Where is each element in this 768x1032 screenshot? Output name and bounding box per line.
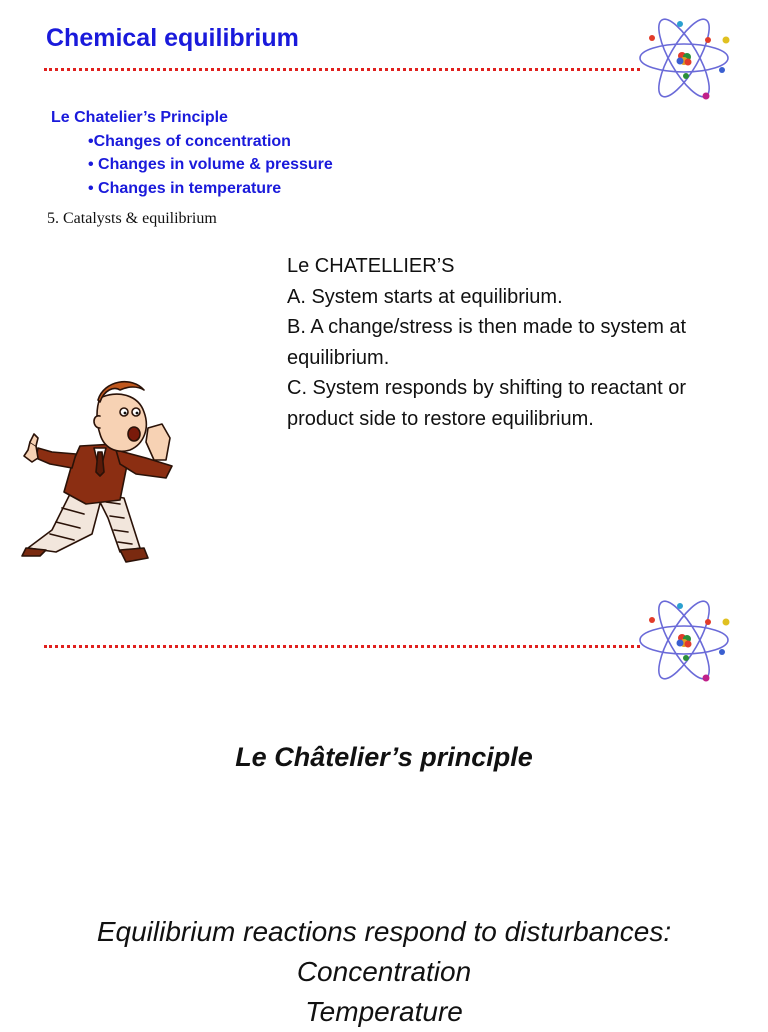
disturbance-concentration: Concentration — [296, 956, 472, 987]
principle-steps — [287, 251, 747, 435]
step-c: C. System responds by shifting to reactant or product side to restore equilibrium. — [287, 377, 687, 430]
disturbance-temperature: Temperature — [305, 996, 463, 1027]
shouting-man-illustration — [16, 368, 184, 572]
outline-item-temperature: • Changes in temperature — [88, 179, 282, 197]
step-a: A. System starts at equilibrium. — [287, 285, 563, 308]
outline-main-item: Le Chatelier’s Principle — [51, 109, 228, 126]
atom-icon — [636, 592, 732, 688]
catalyst-item: 5. Catalysts & equilibrium — [47, 210, 217, 227]
steps-heading: Le CHATELLIER’S — [287, 255, 455, 277]
disturbance-list — [0, 912, 768, 1032]
dotted-divider — [44, 645, 640, 648]
slide-title: Chemical equilibrium — [46, 24, 299, 52]
atom-icon — [636, 10, 732, 106]
topic-outline — [51, 106, 333, 200]
outline-item-volume-pressure: • Changes in volume & pressure — [88, 156, 333, 173]
principle-heading: Le Châtelier’s principle — [235, 742, 533, 772]
step-b: B. A change/stress is then made to system at equilibrium. — [287, 316, 687, 369]
disturbance-intro: Equilibrium reactions respond to disturbances: — [96, 916, 672, 947]
dotted-divider — [44, 68, 640, 71]
outline-item-concentration: •Changes of concentration — [88, 132, 291, 150]
